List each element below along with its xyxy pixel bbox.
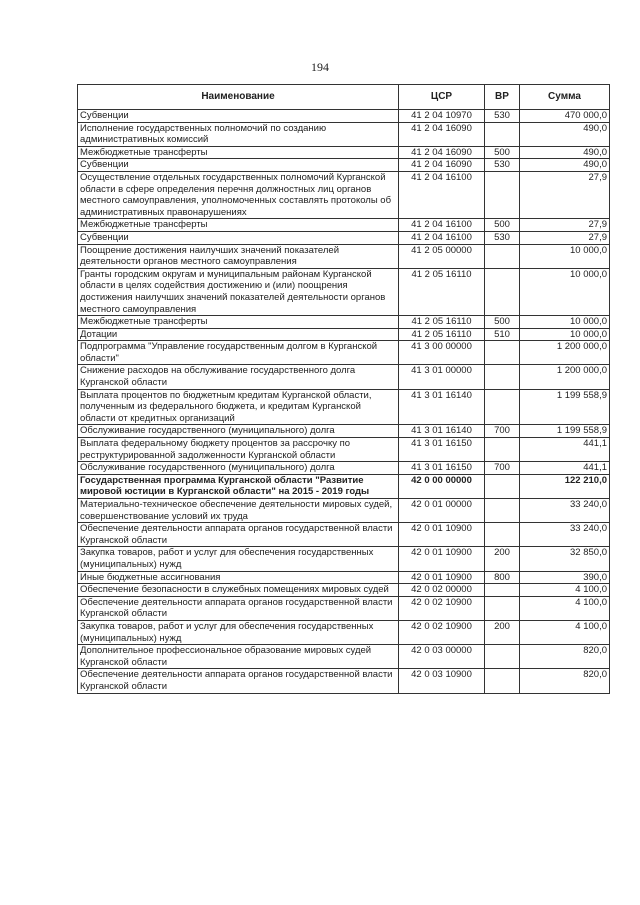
table-row: [78, 341, 610, 365]
cell-vr: [485, 584, 520, 597]
table-row: [78, 462, 610, 475]
cell-sum: 441,1: [520, 438, 610, 462]
cell-name: Выплата федеральному бюджету процентов за рассрочку по реструктурированной задолженности Курганской области: [78, 438, 399, 462]
table-row: [78, 620, 610, 644]
table-row: [78, 547, 610, 571]
table-body: [78, 110, 610, 694]
cell-name: Обслуживание государственного (муниципального) долга: [78, 462, 399, 475]
cell-csr: 42 0 02 00000: [399, 584, 485, 597]
table-row: [78, 159, 610, 172]
cell-sum: 490,0: [520, 159, 610, 172]
cell-name: Обеспечение безопасности в служебных помещениях мировых судей: [78, 584, 399, 597]
cell-sum: 820,0: [520, 669, 610, 693]
cell-sum: 4 100,0: [520, 620, 610, 644]
cell-csr: 42 0 00 00000: [399, 474, 485, 498]
cell-vr: 510: [485, 328, 520, 341]
cell-vr: 530: [485, 110, 520, 123]
cell-csr: 41 2 05 16110: [399, 268, 485, 315]
cell-vr: 200: [485, 547, 520, 571]
cell-vr: [485, 171, 520, 218]
cell-name: Закупка товаров, работ и услуг для обеспечения государственных (муниципальных) нужд: [78, 547, 399, 571]
table-row: [78, 146, 610, 159]
table-row: [78, 523, 610, 547]
cell-vr: [485, 122, 520, 146]
cell-name: Гранты городским округам и муниципальным районам Курганской области в целях содействия достижению и (или) поощрения достижения наилучших значений показателей деятельности органов местного самоуправления: [78, 268, 399, 315]
cell-name: Межбюджетные трансферты: [78, 146, 399, 159]
cell-vr: 200: [485, 620, 520, 644]
cell-sum: 441,1: [520, 462, 610, 475]
cell-csr: 42 0 02 10900: [399, 620, 485, 644]
cell-name: Материально-техническое обеспечение деятельности мировых судей, совершенствование условий их труда: [78, 499, 399, 523]
table-row: [78, 110, 610, 123]
cell-csr: 41 2 04 16090: [399, 159, 485, 172]
cell-csr: 42 0 01 00000: [399, 499, 485, 523]
cell-csr: 41 2 04 10970: [399, 110, 485, 123]
cell-sum: 10 000,0: [520, 268, 610, 315]
cell-name: Обслуживание государственного (муниципального) долга: [78, 425, 399, 438]
cell-csr: 41 3 01 00000: [399, 365, 485, 389]
cell-name: Исполнение государственных полномочий по созданию административных комиссий: [78, 122, 399, 146]
cell-name: Обеспечение деятельности аппарата органов государственной власти Курганской области: [78, 669, 399, 693]
table-row: [78, 219, 610, 232]
table-row: [78, 499, 610, 523]
cell-name: Субвенции: [78, 231, 399, 244]
cell-sum: 1 199 558,9: [520, 389, 610, 425]
table-row: [78, 596, 610, 620]
cell-name: Осуществление отдельных государственных полномочий Курганской области в сфере определения перечня должностных лиц органов местного самоуправления, уполномоченных составлять протоколы об административных правонарушениях: [78, 171, 399, 218]
cell-name: Межбюджетные трансферты: [78, 316, 399, 329]
cell-name: Дотации: [78, 328, 399, 341]
column-header-csr: ЦСР: [399, 85, 485, 110]
table-row: [78, 438, 610, 462]
cell-vr: [485, 341, 520, 365]
cell-csr: 41 2 04 16100: [399, 171, 485, 218]
cell-vr: [485, 499, 520, 523]
table-row: [78, 571, 610, 584]
column-header-vr: ВР: [485, 85, 520, 110]
table-row: [78, 122, 610, 146]
table-row: [78, 244, 610, 268]
table-row: [78, 171, 610, 218]
cell-vr: [485, 438, 520, 462]
cell-sum: 32 850,0: [520, 547, 610, 571]
cell-sum: 122 210,0: [520, 474, 610, 498]
table-row: [78, 645, 610, 669]
cell-name: Дополнительное профессиональное образование мировых судей Курганской области: [78, 645, 399, 669]
cell-vr: [485, 268, 520, 315]
cell-csr: 42 0 01 10900: [399, 571, 485, 584]
cell-csr: 42 0 01 10900: [399, 547, 485, 571]
cell-csr: 41 2 04 16100: [399, 219, 485, 232]
cell-name: Снижение расходов на обслуживание государственного долга Курганской области: [78, 365, 399, 389]
cell-sum: 390,0: [520, 571, 610, 584]
table-row: [78, 425, 610, 438]
cell-sum: 27,9: [520, 219, 610, 232]
cell-sum: 4 100,0: [520, 596, 610, 620]
cell-csr: 41 2 04 16090: [399, 122, 485, 146]
cell-name: Закупка товаров, работ и услуг для обеспечения государственных (муниципальных) нужд: [78, 620, 399, 644]
cell-vr: [485, 474, 520, 498]
cell-csr: 41 2 04 16100: [399, 231, 485, 244]
cell-csr: 41 3 01 16140: [399, 389, 485, 425]
cell-vr: [485, 244, 520, 268]
cell-vr: 500: [485, 219, 520, 232]
cell-sum: 10 000,0: [520, 316, 610, 329]
cell-csr: 42 0 01 10900: [399, 523, 485, 547]
cell-vr: 700: [485, 425, 520, 438]
table-row: [78, 389, 610, 425]
cell-name: Субвенции: [78, 110, 399, 123]
cell-name: Межбюджетные трансферты: [78, 219, 399, 232]
column-header-name: Наименование: [78, 85, 399, 110]
cell-vr: 530: [485, 231, 520, 244]
table-row: [78, 328, 610, 341]
cell-name: Субвенции: [78, 159, 399, 172]
cell-vr: [485, 389, 520, 425]
table-row: [78, 316, 610, 329]
cell-csr: 41 2 05 16110: [399, 328, 485, 341]
cell-name: Выплата процентов по бюджетным кредитам Курганской области, полученным из федерального бюджета, и кредитам Курганской области от кредитных организаций: [78, 389, 399, 425]
budget-table: [77, 84, 610, 694]
cell-csr: 42 0 03 10900: [399, 669, 485, 693]
cell-sum: 1 199 558,9: [520, 425, 610, 438]
table-row: [78, 268, 610, 315]
cell-csr: 41 2 04 16090: [399, 146, 485, 159]
cell-sum: 470 000,0: [520, 110, 610, 123]
cell-sum: 27,9: [520, 171, 610, 218]
cell-name: Поощрение достижения наилучших значений показателей деятельности органов местного самоуправления: [78, 244, 399, 268]
column-header-sum: Сумма: [520, 85, 610, 110]
cell-sum: 4 100,0: [520, 584, 610, 597]
cell-vr: [485, 669, 520, 693]
cell-csr: 41 3 01 16150: [399, 462, 485, 475]
cell-csr: 41 3 00 00000: [399, 341, 485, 365]
table-row: [78, 669, 610, 693]
cell-sum: 490,0: [520, 146, 610, 159]
cell-sum: 33 240,0: [520, 499, 610, 523]
cell-csr: 41 3 01 16150: [399, 438, 485, 462]
cell-vr: [485, 645, 520, 669]
cell-csr: 41 2 05 00000: [399, 244, 485, 268]
cell-sum: 10 000,0: [520, 244, 610, 268]
cell-name: Государственная программа Курганской области "Развитие мировой юстиции в Курганской области" на 2015 - 2019 годы: [78, 474, 399, 498]
cell-vr: 800: [485, 571, 520, 584]
cell-vr: [485, 523, 520, 547]
page-number: 194: [311, 60, 329, 74]
cell-csr: 42 0 03 00000: [399, 645, 485, 669]
cell-sum: 820,0: [520, 645, 610, 669]
cell-sum: 1 200 000,0: [520, 365, 610, 389]
table-row: [78, 584, 610, 597]
table-row: [78, 474, 610, 498]
cell-vr: 530: [485, 159, 520, 172]
cell-csr: 41 2 05 16110: [399, 316, 485, 329]
cell-name: Обеспечение деятельности аппарата органов государственной власти Курганской области: [78, 596, 399, 620]
cell-vr: 500: [485, 146, 520, 159]
cell-sum: 10 000,0: [520, 328, 610, 341]
table-row: [78, 231, 610, 244]
cell-sum: 1 200 000,0: [520, 341, 610, 365]
cell-sum: 27,9: [520, 231, 610, 244]
cell-name: Обеспечение деятельности аппарата органов государственной власти Курганской области: [78, 523, 399, 547]
cell-vr: 700: [485, 462, 520, 475]
cell-vr: [485, 365, 520, 389]
table-row: [78, 365, 610, 389]
cell-name: Подпрограмма "Управление государственным долгом в Курганской области": [78, 341, 399, 365]
cell-sum: 490,0: [520, 122, 610, 146]
cell-vr: 500: [485, 316, 520, 329]
cell-name: Иные бюджетные ассигнования: [78, 571, 399, 584]
cell-vr: [485, 596, 520, 620]
cell-csr: 42 0 02 10900: [399, 596, 485, 620]
cell-csr: 41 3 01 16140: [399, 425, 485, 438]
table-header-row: [78, 85, 610, 110]
cell-sum: 33 240,0: [520, 523, 610, 547]
